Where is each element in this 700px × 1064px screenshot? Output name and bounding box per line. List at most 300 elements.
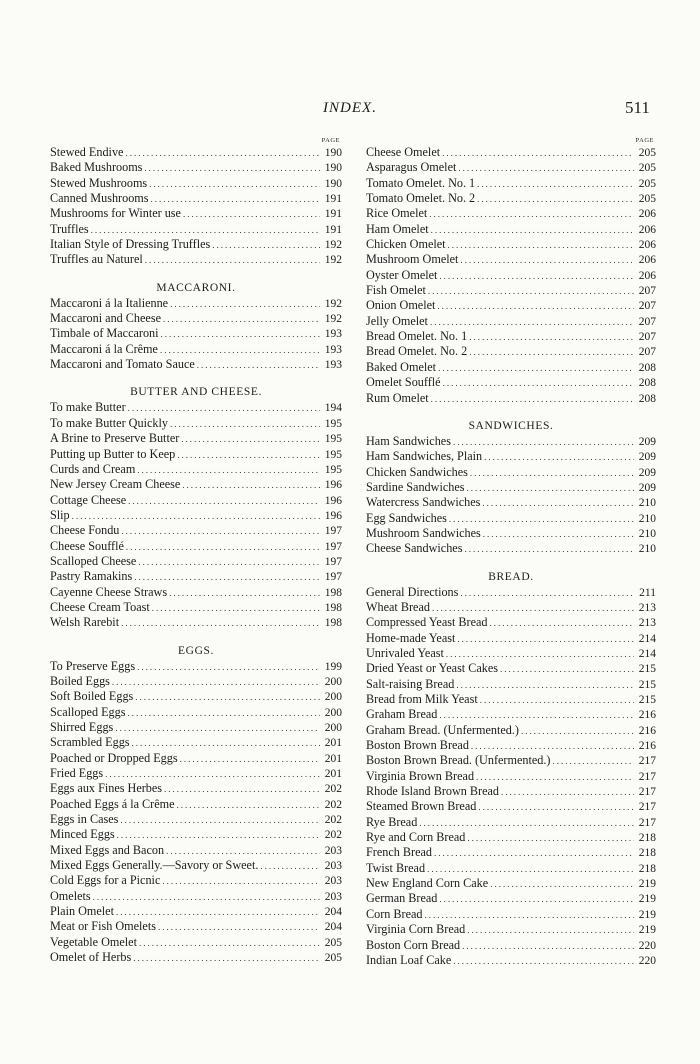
index-entry	[50, 585, 342, 600]
index-entry	[366, 176, 656, 191]
dot-leader	[170, 297, 320, 312]
entry-title: Bread from Milk Yeast	[366, 692, 478, 706]
index-entry	[50, 145, 342, 160]
dot-leader	[182, 478, 320, 493]
dot-leader	[477, 192, 634, 207]
entry-title: Truffles	[50, 221, 89, 236]
entry-page-number: 208	[638, 377, 656, 390]
index-entry	[50, 400, 342, 415]
index-entry	[50, 797, 342, 812]
index-entry	[50, 812, 342, 827]
entry-title: Boston Corn Bread	[366, 937, 461, 952]
entry-title: Cottage Cheese	[50, 492, 127, 507]
entry-page-number: 202	[324, 783, 342, 796]
dot-leader	[197, 358, 320, 373]
entry-page-number: 203	[324, 844, 342, 857]
entry-title: Twist Bread	[366, 860, 426, 875]
entry-page-number: 217	[638, 770, 656, 783]
index-entry	[50, 766, 342, 781]
entry-page-number: 204	[324, 906, 342, 919]
section-heading-maccaroni: MACCARONI.	[156, 281, 236, 294]
entry-title: Eggs aux Fines Herbes	[50, 781, 163, 796]
dot-leader	[177, 798, 320, 813]
dot-leader	[181, 432, 320, 447]
index-section-sandwiches	[366, 434, 656, 557]
entry-title: Wheat Bread	[366, 599, 430, 614]
index-entry	[50, 342, 342, 357]
entry-title: Scrambled Eggs	[50, 735, 130, 750]
dot-leader	[476, 770, 634, 785]
entry-title: Chicken Omelet	[366, 237, 446, 252]
entry-title: Steamed Brown Bread	[366, 799, 477, 814]
dot-leader	[429, 207, 634, 222]
entry-page-number: 198	[324, 586, 342, 599]
entry-page-number: 209	[638, 435, 656, 448]
index-section-bread	[366, 585, 656, 969]
index-entry	[50, 781, 342, 796]
entry-page-number: 200	[324, 722, 342, 734]
index-entry	[366, 314, 656, 329]
dot-leader	[500, 662, 634, 677]
dot-leader	[121, 616, 320, 631]
entry-title: To Preserve Eggs	[50, 658, 136, 673]
entry-page-number: 206	[638, 208, 656, 221]
entry-page-number: 206	[638, 223, 656, 236]
entry-page-number: 205	[324, 952, 342, 965]
entry-title: Rum Omelet	[366, 390, 429, 405]
dot-leader	[439, 892, 634, 907]
entry-title: Maccaroni á la Crême	[50, 341, 158, 356]
section-heading-bread: BREAD.	[488, 570, 534, 583]
entry-title: Dried Yeast or Yeast Cakes	[366, 661, 499, 676]
dot-leader	[490, 877, 634, 892]
dot-leader	[139, 936, 320, 951]
entry-page-number: 190	[324, 177, 342, 190]
dot-leader	[462, 939, 634, 954]
index-entry	[366, 861, 656, 876]
index-entry	[366, 526, 656, 541]
entry-title: Bread Omelet. No. 1	[366, 329, 468, 344]
dot-leader	[425, 908, 634, 923]
entry-title: Boston Brown Bread. (Unfermented.)	[366, 753, 551, 768]
index-entry	[366, 907, 656, 922]
entry-page-number: 190	[324, 147, 342, 159]
entry-title: Asparagus Omelet	[366, 160, 457, 175]
index-entry	[50, 720, 342, 735]
index-entry	[366, 344, 656, 359]
index-entry	[50, 858, 342, 873]
dot-leader	[145, 253, 320, 268]
entry-page-number: 201	[324, 737, 342, 750]
index-entry	[50, 873, 342, 888]
entry-page-number: 199	[324, 660, 342, 673]
entry-page-number: 203	[324, 860, 342, 873]
entry-title: Omelet of Herbs	[50, 950, 132, 965]
index-entry	[50, 935, 342, 950]
dot-leader	[552, 754, 634, 769]
entry-title: Poached or Dropped Eggs	[50, 750, 178, 765]
entry-page-number: 213	[638, 601, 656, 614]
entry-title: Tomato Omelet. No. 1	[366, 175, 476, 190]
entry-title: Salt-raising Bread	[366, 676, 455, 691]
entry-title: Graham Bread	[366, 707, 438, 722]
index-entry	[50, 735, 342, 750]
dot-leader	[134, 570, 320, 585]
dot-leader	[137, 660, 320, 675]
dot-leader	[430, 315, 634, 330]
dot-leader	[457, 632, 634, 647]
entry-page-number: 192	[324, 297, 342, 310]
entry-page-number: 206	[638, 239, 656, 252]
entry-title: Plain Omelet	[50, 904, 114, 919]
entry-page-number: 196	[324, 509, 342, 522]
dot-leader	[501, 785, 634, 800]
entry-title: Cheese Omelet	[366, 145, 441, 159]
dot-leader	[138, 555, 320, 570]
dot-leader	[446, 647, 634, 662]
index-entry	[50, 689, 342, 704]
entry-title: To make Butter Quickly	[50, 415, 168, 430]
dot-leader	[477, 177, 634, 192]
dot-leader	[460, 253, 634, 268]
index-entry	[50, 191, 342, 206]
entry-page-number: 216	[638, 740, 656, 753]
entry-page-number: 219	[638, 878, 656, 891]
entry-page-number: 207	[638, 315, 656, 328]
index-entry	[50, 904, 342, 919]
dot-leader	[439, 269, 634, 284]
dot-leader	[72, 509, 320, 524]
index-entry	[50, 751, 342, 766]
index-entry	[366, 830, 656, 845]
dot-leader	[149, 177, 320, 192]
index-entry	[50, 493, 342, 508]
entry-page-number: 202	[324, 829, 342, 842]
index-entry	[50, 160, 342, 175]
entry-title: Jelly Omelet	[366, 313, 428, 328]
entry-page-number: 195	[324, 448, 342, 461]
dot-leader	[453, 954, 634, 969]
dot-leader	[464, 542, 634, 557]
index-entry	[50, 889, 342, 904]
entry-title: Sardine Sandwiches	[366, 479, 465, 494]
entry-title: Italian Style of Dressing Truffles	[50, 237, 211, 252]
entry-page-number: 200	[324, 706, 342, 719]
entry-title: Rye Bread	[366, 814, 418, 829]
dot-leader	[127, 706, 320, 721]
entry-title: Scalloped Eggs	[50, 704, 126, 719]
entry-title: Vegetable Omelet	[50, 934, 137, 949]
entry-page-number: 205	[638, 162, 656, 175]
entry-page-number: 213	[638, 617, 656, 630]
entry-page-number: 202	[324, 798, 342, 811]
dot-leader	[521, 724, 634, 739]
entry-page-number: 210	[638, 543, 656, 556]
dot-leader	[260, 859, 320, 874]
entry-title: Meat or Fish Omelets	[50, 919, 156, 934]
index-entry	[366, 191, 656, 206]
index-entry	[50, 431, 342, 446]
dot-leader	[158, 920, 320, 935]
left-column	[50, 136, 342, 966]
entry-page-number: 200	[324, 675, 342, 688]
index-entry	[50, 600, 342, 615]
entry-page-number: 210	[638, 527, 656, 540]
dot-leader	[121, 524, 320, 539]
entry-page-number: 191	[324, 208, 342, 221]
entry-page-number: 196	[324, 479, 342, 492]
index-entry	[366, 799, 656, 814]
index-entry	[50, 674, 342, 689]
entry-title: Rice Omelet	[366, 206, 428, 221]
entry-title: Mushroom Sandwiches	[366, 525, 481, 540]
entry-title: Mixed Eggs Generally.—Savory or Sweet.	[50, 858, 259, 873]
entry-title: Tomato Omelet. No. 2	[366, 191, 476, 206]
index-section-butter-and-cheese	[50, 400, 342, 630]
entry-page-number: 201	[324, 752, 342, 765]
index-entry	[366, 631, 656, 646]
entry-title: Putting up Butter to Keep	[50, 446, 176, 461]
entry-page-number: 214	[638, 632, 656, 645]
entry-page-number: 207	[638, 285, 656, 298]
entry-page-number: 218	[638, 862, 656, 875]
entry-title: Timbale of Maccaroni	[50, 326, 159, 341]
dot-leader	[467, 831, 634, 846]
entry-title: Compressed Yeast Bread	[366, 615, 488, 630]
index-entry	[50, 705, 342, 720]
dot-leader	[478, 800, 634, 815]
entry-title: Minced Eggs	[50, 827, 115, 842]
index-entry	[366, 145, 656, 160]
entry-page-number: 207	[638, 300, 656, 313]
entry-title: Poached Eggs á la Crême	[50, 796, 175, 811]
index-entry	[366, 268, 656, 283]
index-entry	[366, 375, 656, 390]
index-entry	[366, 585, 656, 600]
entry-page-number: 198	[324, 617, 342, 630]
dot-leader	[105, 767, 320, 782]
entry-page-number: 203	[324, 875, 342, 888]
dot-leader	[449, 512, 634, 527]
entry-page-number: 209	[638, 481, 656, 494]
dot-leader	[483, 527, 634, 542]
dot-leader	[135, 690, 320, 705]
index-entry	[50, 237, 342, 252]
entry-page-number: 197	[324, 555, 342, 568]
dot-leader	[177, 448, 320, 463]
entry-page-number: 207	[638, 346, 656, 359]
entry-page-number: 215	[638, 678, 656, 691]
entry-title: Fried Eggs	[50, 766, 104, 781]
entry-title: Rhode Island Brown Bread	[366, 784, 500, 799]
entry-title: Cheese Sandwiches	[366, 541, 463, 556]
dot-leader	[469, 345, 634, 360]
entry-title: Soft Boiled Eggs	[50, 689, 134, 704]
dot-leader	[453, 435, 634, 450]
entry-title: Chicken Sandwiches	[366, 464, 468, 479]
dot-leader	[437, 299, 634, 314]
index-entry	[366, 938, 656, 953]
dot-leader	[442, 146, 634, 161]
dot-leader	[470, 466, 634, 481]
entry-page-number: 220	[638, 954, 656, 967]
entry-title: Omelet Soufflé	[366, 375, 441, 390]
entry-title: General Directions	[366, 584, 459, 599]
dot-leader	[490, 616, 634, 631]
entry-title: Cheese Cream Toast	[50, 599, 150, 614]
entry-title: Virginia Brown Bread	[366, 768, 475, 783]
entry-page-number: 216	[638, 724, 656, 737]
entry-page-number: 215	[638, 694, 656, 706]
entry-page-number: 196	[324, 494, 342, 507]
entry-title: Bread Omelet. No. 2	[366, 344, 468, 359]
index-entry	[366, 646, 656, 661]
entry-page-number: 193	[324, 328, 342, 341]
index-entry	[50, 357, 342, 372]
entry-title: Maccaroni and Tomato Sauce	[50, 357, 195, 372]
index-entry	[366, 615, 656, 630]
entry-page-number: 219	[638, 908, 656, 921]
index-entry	[366, 677, 656, 692]
entry-page-number: 191	[324, 193, 342, 206]
entry-page-number: 218	[638, 832, 656, 845]
entry-page-number: 192	[324, 313, 342, 326]
dot-leader	[162, 874, 320, 889]
dot-leader	[164, 782, 320, 797]
dot-leader	[484, 450, 634, 465]
index-entry	[366, 753, 656, 768]
entry-page-number: 215	[638, 663, 656, 676]
entry-title: Canned Mushrooms	[50, 191, 149, 206]
entry-title: Ham Sandwiches, Plain	[366, 449, 483, 464]
dot-leader	[183, 207, 320, 222]
entry-page-number: 211	[639, 586, 656, 599]
entry-page-number: 206	[638, 254, 656, 267]
dot-leader	[163, 312, 320, 327]
entry-page-number: 204	[324, 921, 342, 934]
dot-leader	[152, 601, 320, 616]
section-heading-sandwiches: SANDWICHES.	[468, 419, 554, 432]
entry-page-number: 198	[324, 601, 342, 614]
section-heading-eggs: EGGS.	[178, 644, 214, 657]
entry-page-number: 210	[638, 512, 656, 525]
index-entry	[366, 707, 656, 722]
index-entry	[50, 416, 342, 431]
index-entry	[366, 298, 656, 313]
entry-page-number: 195	[324, 433, 342, 446]
index-entry	[50, 843, 342, 858]
entry-title: Boiled Eggs	[50, 673, 110, 688]
entry-page-number: 214	[638, 647, 656, 660]
dot-leader	[212, 238, 320, 253]
entry-title: Oyster Omelet	[366, 267, 438, 282]
entry-page-number: 193	[324, 343, 342, 356]
index-entry	[366, 391, 656, 406]
entry-page-number: 217	[638, 816, 656, 829]
index-entry	[50, 326, 342, 341]
entry-title: Slip	[50, 507, 70, 522]
index-entry	[50, 311, 342, 326]
dot-leader	[431, 392, 634, 407]
entry-title: Welsh Rarebit	[50, 615, 120, 630]
entry-title: German Bread	[366, 891, 438, 906]
index-entry	[50, 569, 342, 584]
entry-title: Cheese Soufflé	[50, 538, 124, 553]
entry-title: Watercress Sandwiches	[366, 495, 481, 510]
entry-page-number: 205	[638, 193, 656, 206]
entry-title: Home-made Yeast	[366, 630, 456, 645]
entry-title: Egg Sandwiches	[366, 510, 447, 525]
page-column-label: PAGE	[635, 137, 654, 144]
dot-leader	[125, 146, 320, 161]
entry-title: Maccaroni and Cheese	[50, 311, 161, 326]
entry-page-number: 192	[324, 239, 342, 252]
index-entry	[366, 784, 656, 799]
index-entry	[366, 511, 656, 526]
entry-page-number: 193	[324, 359, 342, 372]
entry-page-number: 190	[324, 162, 342, 175]
dot-leader	[428, 284, 634, 299]
entry-page-number: 219	[638, 893, 656, 906]
index-entry	[50, 919, 342, 934]
index-entry	[50, 950, 342, 965]
entry-page-number: 206	[638, 269, 656, 282]
dot-leader	[126, 540, 320, 555]
entry-title: Mushrooms for Winter use	[50, 206, 181, 221]
index-entry	[366, 769, 656, 784]
dot-leader	[117, 828, 320, 843]
entry-page-number: 208	[638, 361, 656, 374]
dot-leader	[469, 330, 634, 345]
entry-page-number: 194	[324, 402, 342, 415]
entry-title: Virginia Corn Bread	[366, 922, 466, 937]
entry-title: Cayenne Cheese Straws	[50, 584, 168, 599]
index-entry	[50, 508, 342, 523]
entry-title: Scalloped Cheese	[50, 553, 137, 568]
index-entry	[366, 329, 656, 344]
entry-page-number: 207	[638, 331, 656, 344]
entry-page-number: 200	[324, 691, 342, 704]
index-section-eggs	[50, 659, 342, 966]
index-entry	[366, 206, 656, 221]
dot-leader	[458, 161, 634, 176]
entry-title: Cheese Fondu	[50, 523, 120, 538]
entry-page-number: 205	[638, 177, 656, 190]
entry-title: Baked Mushrooms	[50, 160, 143, 175]
entry-page-number: 192	[324, 254, 342, 267]
index-entry	[366, 222, 656, 237]
dot-leader	[170, 417, 320, 432]
index-entry	[366, 480, 656, 495]
entry-title: Maccaroni á la Italienne	[50, 295, 169, 310]
entry-title: Stewed Mushrooms	[50, 175, 148, 190]
entry-page-number: 205	[638, 147, 656, 159]
dot-leader	[439, 708, 634, 723]
index-entry	[366, 845, 656, 860]
index-entry	[366, 738, 656, 753]
index-entry	[366, 237, 656, 252]
entry-page-number: 197	[324, 525, 342, 538]
dot-leader	[482, 496, 634, 511]
entry-page-number: 209	[638, 466, 656, 479]
index-entry	[366, 815, 656, 830]
entry-page-number: 217	[638, 786, 656, 799]
dot-leader	[133, 951, 320, 966]
dot-leader	[91, 223, 320, 238]
entry-title: Ham Omelet	[366, 221, 429, 236]
index-entry	[366, 876, 656, 891]
index-entry	[366, 953, 656, 968]
